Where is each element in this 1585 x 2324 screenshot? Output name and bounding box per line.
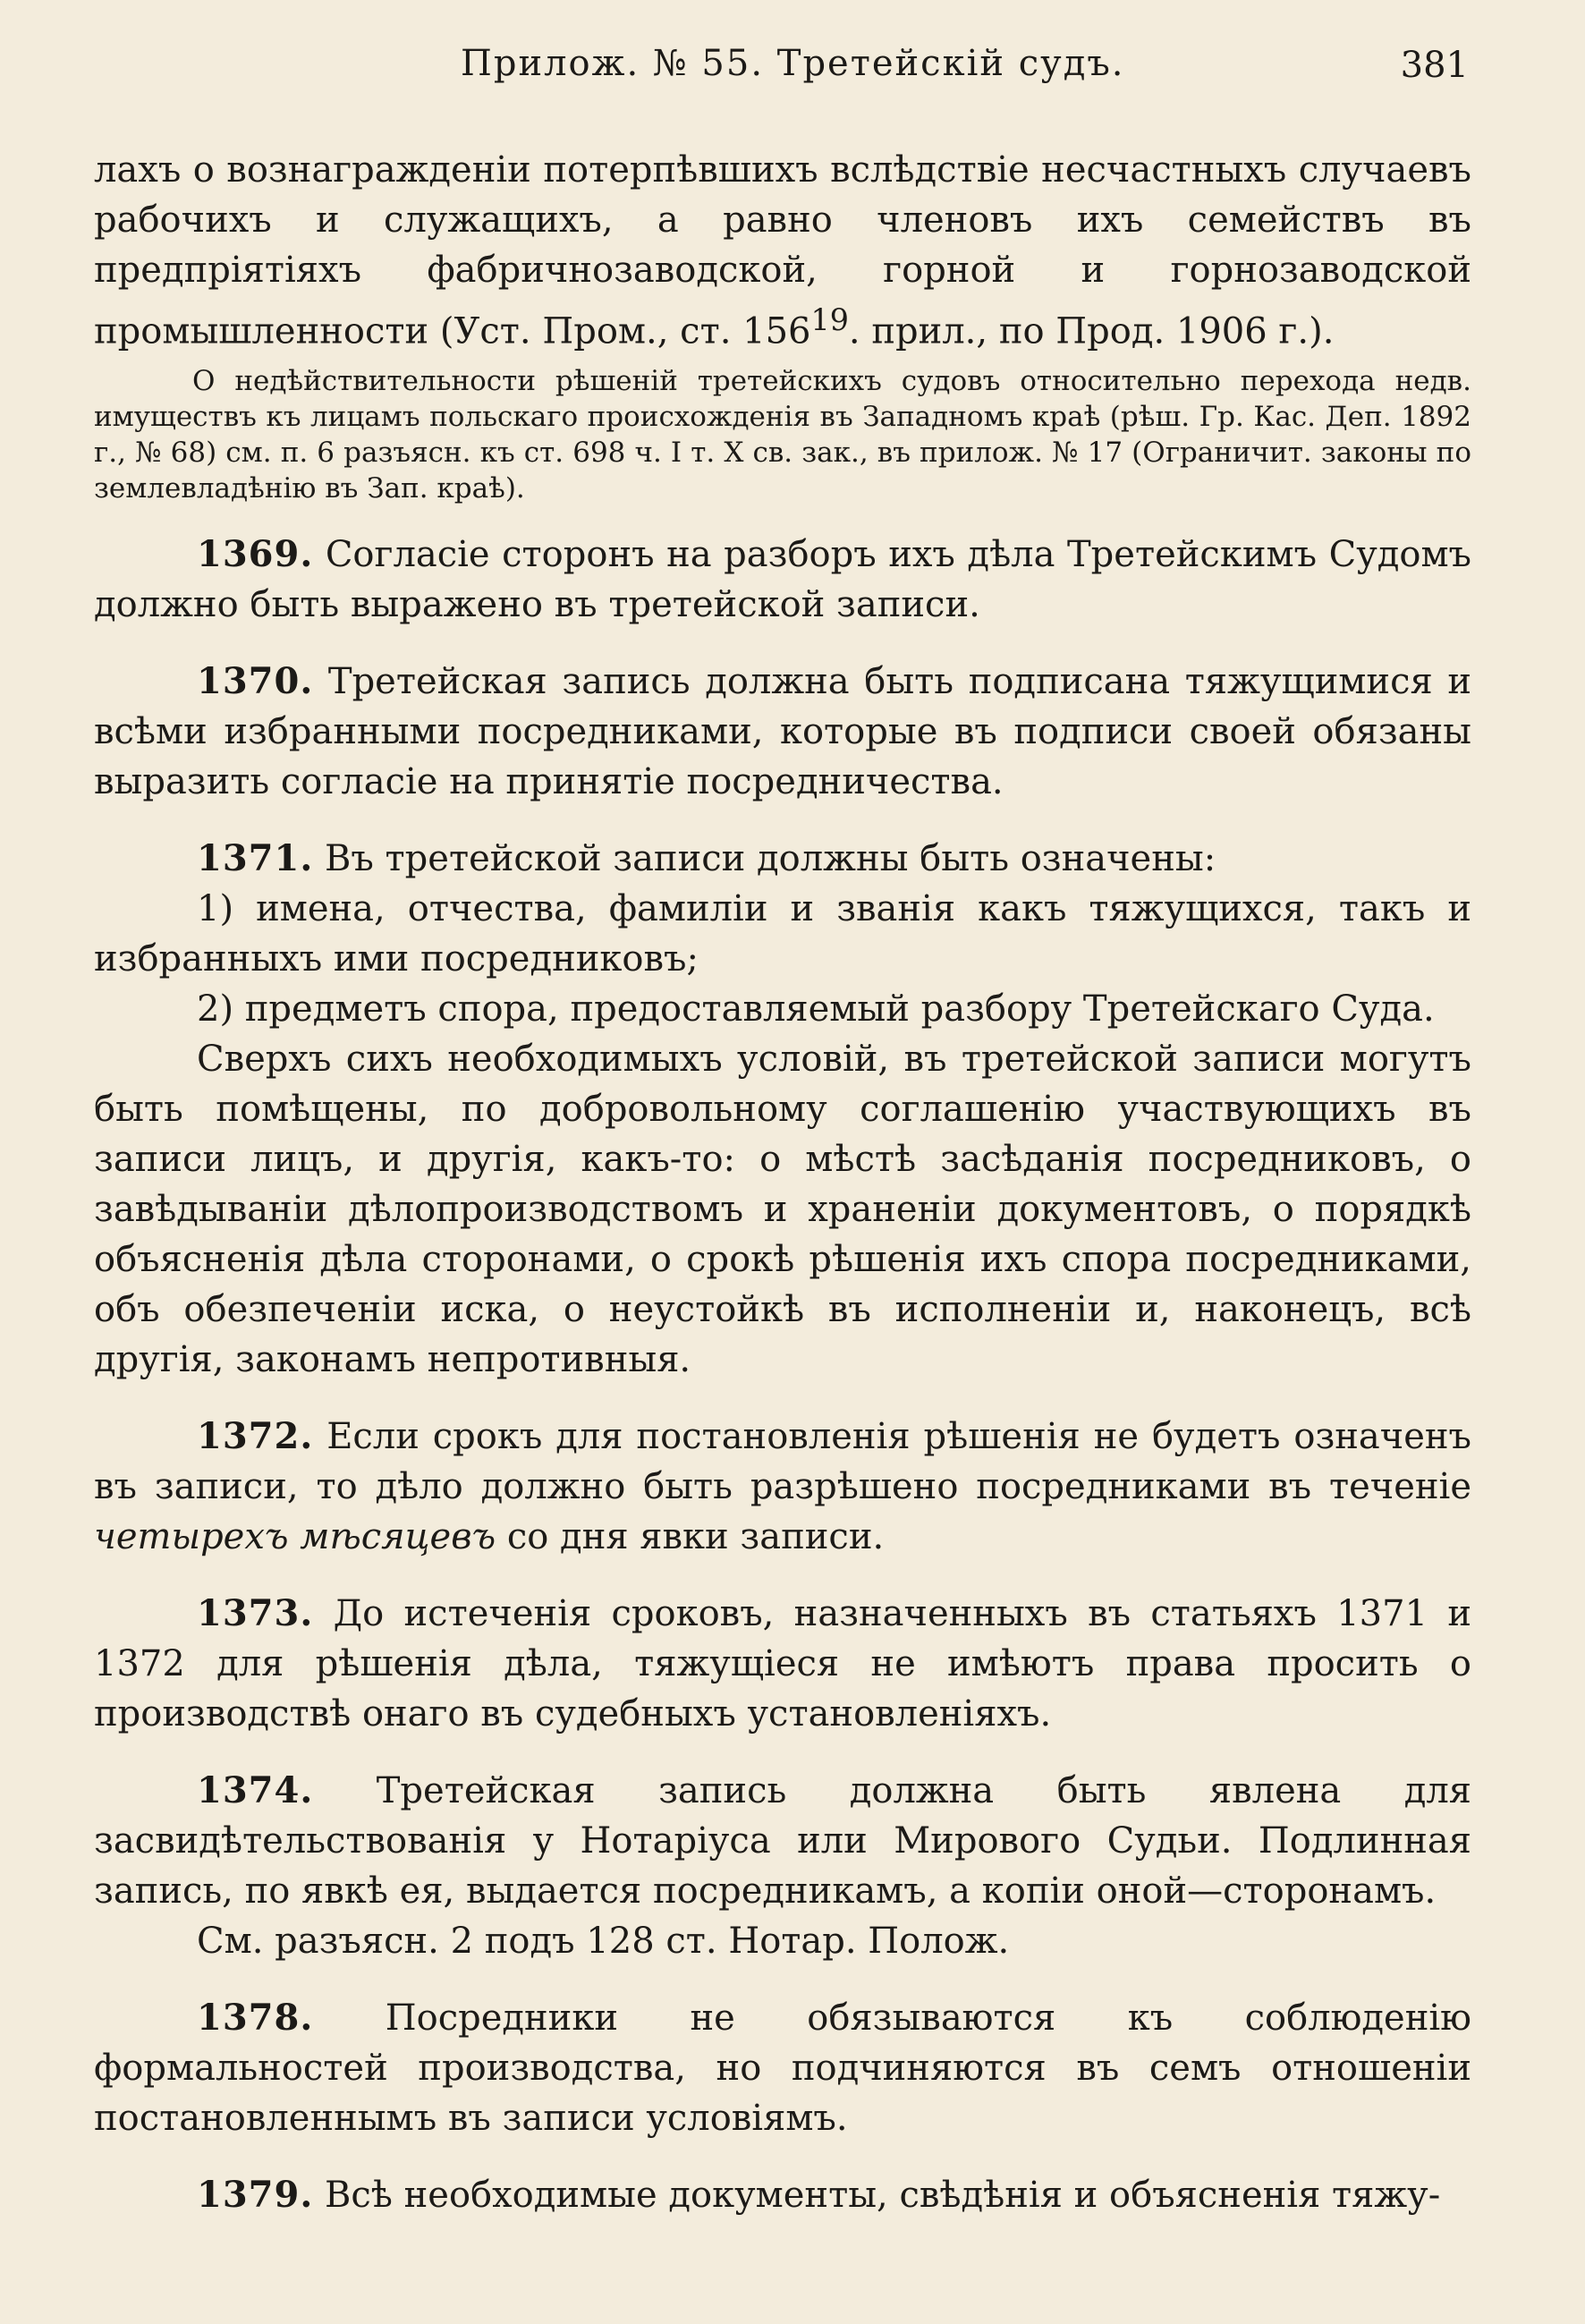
article-text: Посредники не обязываются къ соблюденію формальностей производства, но подчиняются въ семъ отношеніи постановленнымъ въ записи условіямъ. bbox=[94, 1997, 1472, 2140]
article-text: Въ третейской записи должны быть означены: bbox=[324, 838, 1216, 880]
article-1371-extra: Сверхъ сихъ необходимыхъ условій, въ третейской записи могутъ быть помѣщены, по добровольному соглашенію участвующихъ въ записи лицъ, и другія, какъ-то: о мѣстѣ засѣданія посредниковъ, о завѣдываніи дѣлопроизводствомъ и храненіи документовъ, о порядкѣ объясненія дѣла сторонами, о срокѣ рѣшенія ихъ спора посредниками, объ обезпеченіи иска, о неустойкѣ въ исполненіи и, наконецъ, всѣ другія, законамъ непротивныя. bbox=[94, 1039, 1471, 1381]
article-text: До истеченія сроковъ, назначенныхъ въ статьяхъ 1371 и 1372 для рѣшенія дѣла, тяжущіеся не имѣютъ права просить о производствѣ онаго въ судебныхъ установленіяхъ. bbox=[94, 1593, 1471, 1735]
article-number: 1371. bbox=[197, 837, 314, 880]
article-text-end: со дня явки записи. bbox=[506, 1516, 885, 1558]
continued-text: лахъ о вознагражденіи потерпѣвшихъ вслѣдствіе несчастныхъ случаевъ рабочихъ и служащихъ, а равно членовъ ихъ семействъ въ предпріятіяхъ фабричнозаводской, горной и горнозаводской промышленности (Уст. Пром., ст. 156 bbox=[94, 149, 1471, 352]
article-number: 1379. bbox=[197, 2174, 314, 2217]
article-number: 1370. bbox=[197, 660, 314, 703]
continued-text-end: . прил., по Прод. 1906 г.). bbox=[848, 310, 1335, 352]
article-1370 bbox=[94, 657, 1471, 807]
page-number: 381 bbox=[1400, 45, 1469, 86]
article-number: 1373. bbox=[197, 1592, 314, 1635]
article-number: 1369. bbox=[197, 533, 314, 576]
superscript: 19 bbox=[810, 302, 849, 337]
page-body bbox=[94, 145, 1471, 2220]
article-1371-item-2: 2) предметъ спора, предоставляемый разбору Третейскаго Суда. bbox=[197, 988, 1435, 1031]
article-number: 1372. bbox=[197, 1415, 314, 1458]
article-1374 bbox=[94, 1766, 1471, 1916]
article-1371 bbox=[94, 834, 1471, 884]
article-text: Третейская запись должна быть явлена для засвидѣтельствованія у Нотаріуса или Мирового Судьи. Подлинная запись, по явкѣ ея, выдается посредникамъ, а копіи оной—сторонамъ. bbox=[94, 1770, 1471, 1913]
article-text: Всѣ необходимые документы, свѣдѣнія и объясненія тяжу- bbox=[324, 2175, 1441, 2217]
article-number: 1374. bbox=[197, 1769, 314, 1812]
article-1369 bbox=[94, 530, 1471, 630]
article-1378 bbox=[94, 1993, 1471, 2143]
article-text: Если срокъ для постановленія рѣшенія не будетъ означенъ въ записи, то дѣло должно быть разрѣшено посредниками въ теченіе bbox=[94, 1416, 1471, 1508]
article-italic-text: четырехъ мѣсяцевъ bbox=[94, 1516, 496, 1558]
article-text: Третейская запись должна быть подписана тяжущимися и всѣми избранными посредниками, которые въ подписи своей обязаны выразить согласіе на принятіе посредничества. bbox=[94, 661, 1471, 803]
article-1373 bbox=[94, 1589, 1471, 1739]
article-1371-item-1: 1) имена, отчества, фамиліи и званія какъ тяжущихся, такъ и избранныхъ ими посредниковъ; bbox=[94, 888, 1471, 980]
article-number: 1378. bbox=[197, 1997, 314, 2040]
article-1379 bbox=[94, 2170, 1471, 2220]
article-1374-reference: См. разъясн. 2 подъ 128 ст. Нотар. Полож. bbox=[197, 1921, 1010, 1963]
page-header bbox=[98, 43, 1469, 97]
article-1372 bbox=[94, 1412, 1471, 1562]
article-text: Согласіе сторонъ на разборъ ихъ дѣла Третейскимъ Судомъ должно быть выражено въ третейской записи. bbox=[94, 534, 1472, 626]
continued-paragraph bbox=[94, 145, 1471, 356]
running-title: Прилож. № 55. Третейскій судъ. bbox=[461, 43, 1125, 84]
footnote-paragraph: О недѣйствительности рѣшеній третейскихъ судовъ относительно перехода недв. имуществъ къ лицамъ польскаго происхожденія въ Западномъ краѣ (рѣш. Гр. Кас. Деп. 1892 г., № 68) см. п. 6 разъясн. къ ст. 698 ч. I т. X св. зак., въ прилож. № 17 (Ограничит. законы по землевладѣнію въ Зап. краѣ). bbox=[94, 365, 1471, 505]
